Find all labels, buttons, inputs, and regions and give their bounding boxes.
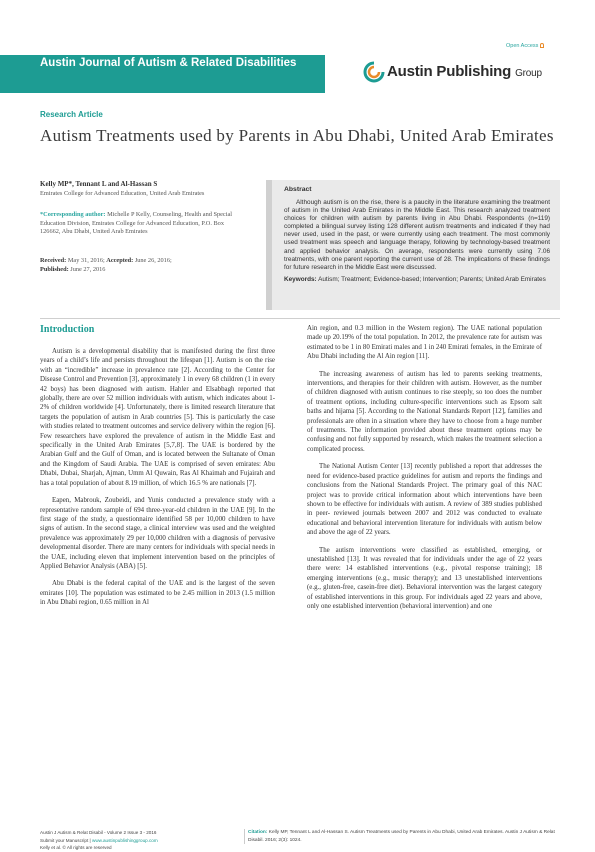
keywords-text: Autism; Treatment; Evidence-based; Intervention; Parents; United Arab Emirates	[318, 275, 546, 283]
publisher-logo	[363, 61, 563, 83]
received-label: Received:	[40, 257, 67, 264]
published-date: June 27, 2016	[70, 266, 106, 273]
received-date: May 31, 2016;	[67, 257, 105, 264]
footer-submit-text: Submit your Manuscript |	[40, 837, 91, 843]
journal-title-bar	[0, 55, 325, 93]
author-affiliation: Emirates College for Advanced Education, United Arab Emirates	[40, 190, 205, 197]
body-column-left	[40, 324, 275, 616]
publisher-name	[387, 63, 542, 80]
footer-website-link[interactable]: www.austinpublishinggroup.com	[92, 837, 158, 843]
section-divider	[40, 318, 560, 319]
body-paragraph: The National Autism Center [13] recently published a report that addresses the need for evidence-based practice guidelines for autism and reports the findings and conclusions from the National Standards Project. The primary goal of this NAC project was to provide critical information about which interventions have been shown to be effective for individuals with autism. A review of 389 studies published in peer- reviewed journals between 2007 and 2012 was conducted to evaluate educational and behavioral intervention literature for individuals with autism below and above the age of 22 years.	[307, 463, 542, 537]
open-lock-icon	[540, 43, 544, 48]
article-type: Research Article	[40, 110, 103, 119]
footer-submit-line	[40, 837, 240, 845]
abstract-text: Although autism is on the rise, there is a paucity in the literature examining the treatment of autism in the United Arab Emirates in the Middle East. This research analyzed treatment choices for children with autism by parents living in Abu Dhabi. Respondents (n=119) completed a bilingual survey listing 128 different autism treatments and indicated if they had never used, used in the past, or were currently using each treatment. The most commonly used treatment was speech and language therapy, following by technology-based treatment and applied behavior analysis. On average, respondents were currently using 7.06 treatments, with one parent reporting the current use of 28. The implications of these findings for future research in the Middle East were discussed.	[284, 199, 550, 271]
author-list: Kelly MP*, Tennant L and Al-Hassan S	[40, 180, 158, 188]
footer-journal-info	[40, 829, 240, 852]
section-heading-introduction: Introduction	[40, 324, 95, 335]
publisher-group: Group	[515, 68, 542, 79]
accepted-label: Accepted:	[106, 257, 134, 264]
footer-volume: Austin J Autism & Relat Disabil - Volume 2 Issue 3 - 2016	[40, 830, 157, 835]
published-label: Published:	[40, 266, 69, 273]
corresponding-author	[40, 211, 245, 237]
body-paragraph: Autism is a developmental disability that is manifested during the first three years of a child’s life and persists throughout the lifespan [1]. Autism is on the rise with an “incredible” increase in prevalence rate [2]. According to the Center for Disease Control and Prevention [3], approximately 1 in every 68 children (1 in every 42 boys) has been diagnosed with autism. Hahler and Elsabbagh reported that globally, there are over 52 million individuals with autism, which indicates about 1-2% of children worldwide [4]. Unfortunately, there is limited research literature that targets the population of autism in Arab countries [5]. This is particularly the case with studies related to treatment outcomes and service delivery within the region [6]. Few researchers have explored the prevalence of autism in the Middle East and specifically in the United Arab Emirates [5,7,8]. The UAE is bordered by the Arabian Gulf and the Gulf of Oman, and is located between the Sultanate of Oman and the Kingdom of Saudi Arabia. The UAE is comprised of seven emirates: Abu Dhabi, Dubai, Sharjah, Ajman, Umm Al Quwain, Ras Al Khaimah and Fujairah and has a total population of about 8.19 million, of which 16.5 % are nationals [7].	[40, 348, 275, 487]
corresponding-author-text: Michelle P Kelly, Counseling, Health and Special Education Division, Emirates College for Advanced Education, P.O. Box 126662, Abu Dhabi, United Arab Emirates	[40, 211, 232, 235]
body-paragraph: Ain region, and 0.3 million in the Western region). The UAE national population made up 20.19% of the total population. In 2012, the prevalence rate for autism was estimated to be 1 in 80 Emirati males and 1 in 240 Emirati females, in the Emirate of Abu Dhabi including the Al Ain region [11].	[307, 325, 542, 361]
journal-title: Austin Journal of Autism & Related Disabilities	[40, 57, 297, 69]
footer-citation	[244, 829, 560, 844]
article-title: Autism Treatments used by Parents in Abu Dhabi, United Arab Emirates	[40, 126, 554, 145]
article-dates	[40, 256, 250, 274]
footer-copyright: Kelly et al. © All rights are reserved	[40, 845, 112, 850]
body-paragraph: The increasing awareness of autism has led to parents seeking treatments, interventions, and therapies for their children with autism. However, as the number of children diagnosed with autism continues to rise steeply, so too does the number of treatment options, including culture-specific interventions such as Epsom salt baths and hijama [5]. According to the National Standards Report [12], families and professionals are often in a situation where they have to choose from a huge number of treatments. The information provided about these treatment options may be confusing and not fully supported by research, which makes the treatment selection a complicated process.	[307, 370, 542, 453]
accepted-date: June 26, 2016;	[134, 257, 172, 264]
open-access-text: Open Access	[506, 43, 539, 49]
body-paragraph: The autism interventions were classified as established, emerging, or unestablished [13]. It was revealed that for individuals under the age of 22 years there were: 14 established interventions (e.g., pivotal response training); 18 emerging interventions (e.g., music therapy); and 13 unestablished interventions (e.g., gluten-free, casein-free diet). Behavioral intervention was the largest category of established interventions in this group. For individuals aged 22 years and above, only one established intervention (behavioral intervention) and one	[307, 546, 542, 610]
abstract-heading: Abstract	[284, 186, 312, 193]
keywords-label: Keywords:	[284, 275, 317, 283]
publisher-emblem-icon	[363, 61, 385, 83]
publisher-name-text: Austin Publishing	[387, 63, 512, 80]
open-access-label	[506, 43, 544, 49]
body-column-right	[307, 324, 542, 619]
citation-text: Kelly MP, Tennant L and Al-Hassan S. Autism Treatments used by Parents in Abu Dhabi, United Arab Emirates. Austin J Autism & Relat Disabil. 2016; 2(3): 1024.	[248, 830, 555, 843]
abstract-box	[266, 180, 560, 310]
keywords	[284, 276, 550, 284]
body-paragraph: Eapen, Mabrouk, Zoubeidi, and Yunis conducted a prevalence study with a representative random sample of 694 three-year-old children in the UAE [9]. In the first stage of the study, a questionnaire identified 58 per 10,000 children to have signs of autism. In the second stage, a clinical interview was used and the weighted prevalence was approximately 29 per 10,000 children with a diagnosis of pervasive developmental disorder. There are many centers for individuals with special needs in the UAE, including eleven that implement intervention based on the principles of Applied Behavior Analysis (ABA) [5].	[40, 497, 275, 570]
citation-label: Citation:	[248, 830, 268, 835]
body-paragraph: Abu Dhabi is the federal capital of the UAE and is the largest of the seven emirates [10]. The population was estimated to be 2.45 million in 2013 (1.5 million in Abu Dhabi region, 0.65 million in Al	[40, 580, 275, 607]
corresponding-author-label: *Corresponding author:	[40, 211, 106, 218]
